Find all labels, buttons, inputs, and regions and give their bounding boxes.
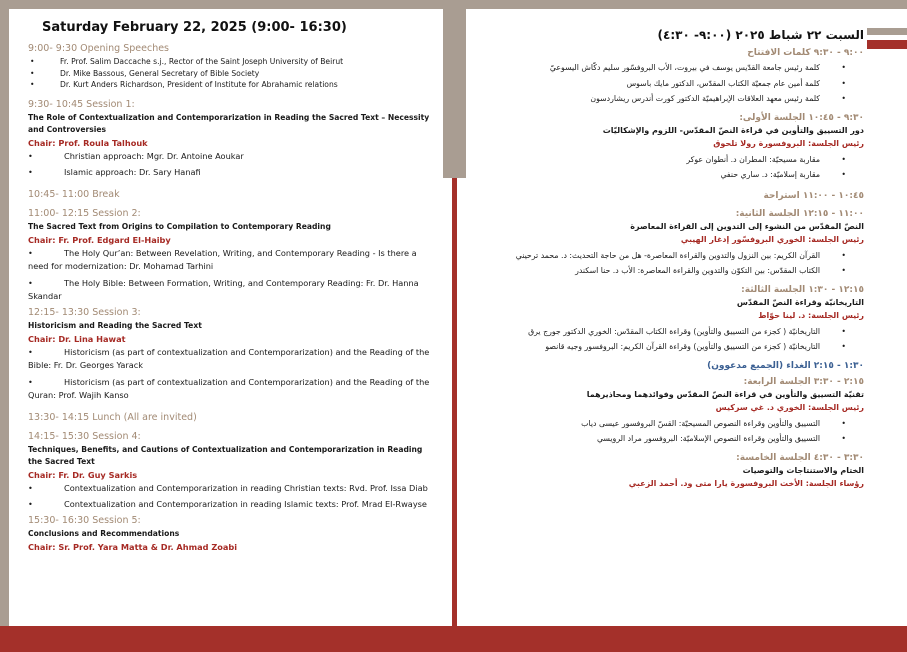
session-5-time-ar: ٣:٣٠ - ٤:٣٠ الجلسة الخامسة: xyxy=(736,452,864,463)
english-program xyxy=(24,20,434,554)
arabic-program xyxy=(478,28,864,492)
break-time-ar: ١٠:٤٥ - ١١:٠٠ استراحة xyxy=(763,190,864,201)
session-4-title-ar: تقنيّة التسييق والتأوين في قراءة النصّ المقدّس وفوائدهما ومحاذيرهما xyxy=(586,389,864,399)
list-item: • كلمة رئيس معهد العلاقات الإبراهيميّة الدكتور كورت أندرس ريشاردسون xyxy=(478,91,820,107)
list-item: • Contextualization and Contemporarization in reading Christian texts: Rvd. Prof. Issa Diab xyxy=(28,482,428,493)
session-2-chair: Chair: Fr. Prof. Edgard El-Haiby xyxy=(28,234,171,245)
lunch-time-ar: ١:٣٠ - ٢:١٥ الغداء (الجميع مدعوون) xyxy=(707,360,864,371)
session-3-time: 12:15- 13:30 Session 3: xyxy=(28,306,141,318)
list-item: • Fr. Prof. Salim Daccache s.j., Rector of the Saint Joseph University of Beirut xyxy=(56,56,434,68)
session-4-time-ar: ٢:١٥ - ٣:٣٠ الجلسة الرابعة: xyxy=(743,376,864,387)
session-5-chair: Chair: Sr. Prof. Yara Matta & Dr. Ahmad Zoabi xyxy=(28,541,238,552)
day-title: Saturday February 22, 2025 (9:00- 16:30) xyxy=(42,20,347,35)
session-4-chair-ar: رئيس الجلسة: الخوري د. غي سركيس xyxy=(715,402,864,412)
session-2-time: 11:00- 12:15 Session 2: xyxy=(28,207,141,219)
list-item: • الكتاب المقدّس: بين التكوّن والتدوين والقراءة المعاصرة: الأب د. حنا اسكندر xyxy=(478,263,820,279)
session-5-title-ar: الختام والاستنتاجات والتوصيات xyxy=(742,465,864,475)
session-1-chair-ar: رئيس الجلسة: البروفسورة رولا تلحوق xyxy=(713,138,864,148)
list-item: • التاريخانيّة ( كجزء من التسييق والتأوين) وقراءة القرآن الكريم: البروفسور وجيه قانصو xyxy=(478,339,820,355)
list-item: • Contextualization and Contemporarization in reading Islamic texts: Prof. Mrad El-Rwayse xyxy=(28,499,427,510)
opening-time: 9:00- 9:30 Opening Speeches xyxy=(28,43,170,54)
session-4-chair: Chair: Fr. Dr. Guy Sarkis xyxy=(28,469,138,480)
corner-accent-gray xyxy=(867,28,907,35)
session-3-title-ar: التاريخانيّة وقراءة النصّ المقدّس xyxy=(736,297,864,307)
day-title-ar: السبت ٢٢ شباط ٢٠٢٥ (٩:٠٠- ٤:٣٠) xyxy=(657,28,864,42)
session-1-title: The Role of Contextualization and Contemporarization in Reading the Sacred Text – Necessity and Controversies xyxy=(28,112,430,134)
session-2-time-ar: ١١:٠٠ - ١٢:١٥ الجلسة الثانية: xyxy=(735,208,864,219)
session-2-chair-ar: رئيس الجلسة: الخوري البروفسّور إدغار الهيبي xyxy=(680,234,864,244)
session-4-time: 14:15- 15:30 Session 4: xyxy=(28,430,141,442)
list-item: • Historicism (as part of contextualization and Contemporarization) and the Reading of the Quran: Prof. Wajih Kanso xyxy=(28,376,430,401)
session-5-title: Conclusions and Recommendations xyxy=(28,528,180,538)
list-item: • The Holy Bible: Between Formation, Writing, and Contemporary Reading: Fr. Dr. Hanna Skandar xyxy=(28,277,419,302)
lunch-time: 13:30- 14:15 Lunch (All are invited) xyxy=(28,411,197,423)
opening-speakers-list-ar xyxy=(478,60,820,107)
break-time: 10:45- 11:00 Break xyxy=(28,188,120,200)
corner-accent-red xyxy=(867,40,907,49)
list-item: • Islamic approach: Dr. Sary Hanafi xyxy=(28,167,201,178)
session-3-time-ar: ١٢:١٥ - ١:٣٠ الجلسة الثالثة: xyxy=(741,284,864,295)
list-item: • Christian approach: Mgr. Dr. Antoine Aoukar xyxy=(28,150,244,161)
session-1-title-ar: دور التسييق والتأوين في قراءة النصّ المقدّس- اللزوم والإشكاليّات xyxy=(602,125,864,135)
list-item: • كلمة رئيس جامعة القدّيس يوسف في بيروت، الأب البروفسّور سليم دكّاش اليسوعيّ xyxy=(478,60,820,76)
list-item: • كلمة أمين عام جمعيّة الكتاب المقدّس، الدكتور مايك باسوس xyxy=(478,76,820,92)
list-item: • مقاربة مسيحيّة: المطران د. أنطوان عوكر xyxy=(478,152,820,168)
list-item: • التاريخانيّة ( كجزء من التسييق والتأوين) وقراءة الكتاب المقدّس: الخوري الدكتور جورج يرق xyxy=(478,324,820,340)
list-item: • Historicism (as part of contextualization and Contemporarization) and the Reading of the Bible: Fr. Dr. Georges Yarack xyxy=(28,346,430,371)
list-item: • Dr. Mike Bassous, General Secretary of Bible Society xyxy=(56,68,434,80)
session-5-time: 15:30- 16:30 Session 5: xyxy=(28,514,141,526)
opening-time-ar: ٩:٠٠ - ٩:٣٠ كلمات الافتتاح xyxy=(747,48,864,58)
list-item: • التسييق والتأوين وقراءة النصوص المسيحيّة: القسّ البروفسور عيسى دياب xyxy=(478,416,820,432)
list-item: • القرآن الكريم: بين النزول والتدوين والقراءة المعاصرة- هل من حاجة التحديث: د. محمد ترحيني xyxy=(478,248,820,264)
list-item: • The Holy Qur’an: Between Revelation, Writing, and Contemporary Reading - Is there a need for modernization: Dr. Mohamad Tarhini xyxy=(28,247,417,272)
opening-speakers-list xyxy=(56,56,434,91)
session-3-title: Historicism and Reading the Sacred Text xyxy=(28,320,202,330)
session-5-chair-ar: رؤساء الجلسة: الأخت البروفسورة يارا متى ود. أحمد الزعبي xyxy=(628,478,864,488)
center-divider-gray xyxy=(443,0,466,178)
session-1-time-ar: ٩:٣٠ - ١٠:٤٥ الجلسة الأولى: xyxy=(739,112,864,123)
list-item: • التسييق والتأوين وقراءة النصوص الإسلاميّة: البروفسور مراد الرويسي xyxy=(478,431,820,447)
list-item: • Dr. Kurt Anders Richardson, President of Institute for Abrahamic relations xyxy=(56,79,434,91)
session-4-title: Techniques, Benefits, and Cautions of Contextualization and Contemporarization in Reading the Sacred Text xyxy=(28,444,423,466)
session-1-time: 9:30- 10:45 Session 1: xyxy=(28,98,135,110)
session-3-chair-ar: رئيس الجلسة: د. لينا حوّاط xyxy=(758,310,864,320)
session-1-chair: Chair: Prof. Roula Talhouk xyxy=(28,137,148,148)
list-item: • مقاربة إسلاميّة: د. ساري حنفي xyxy=(478,167,820,183)
session-2-title-ar: النصّ المقدّس من النشوء إلى التدوين إلى القراءة المعاصرة xyxy=(630,221,864,231)
left-frame-bar xyxy=(0,0,9,652)
session-3-chair: Chair: Dr. Lina Hawat xyxy=(28,333,126,344)
session-2-title: The Sacred Text from Origins to Compilation to Contemporary Reading xyxy=(28,221,331,231)
center-divider-red xyxy=(452,178,457,652)
